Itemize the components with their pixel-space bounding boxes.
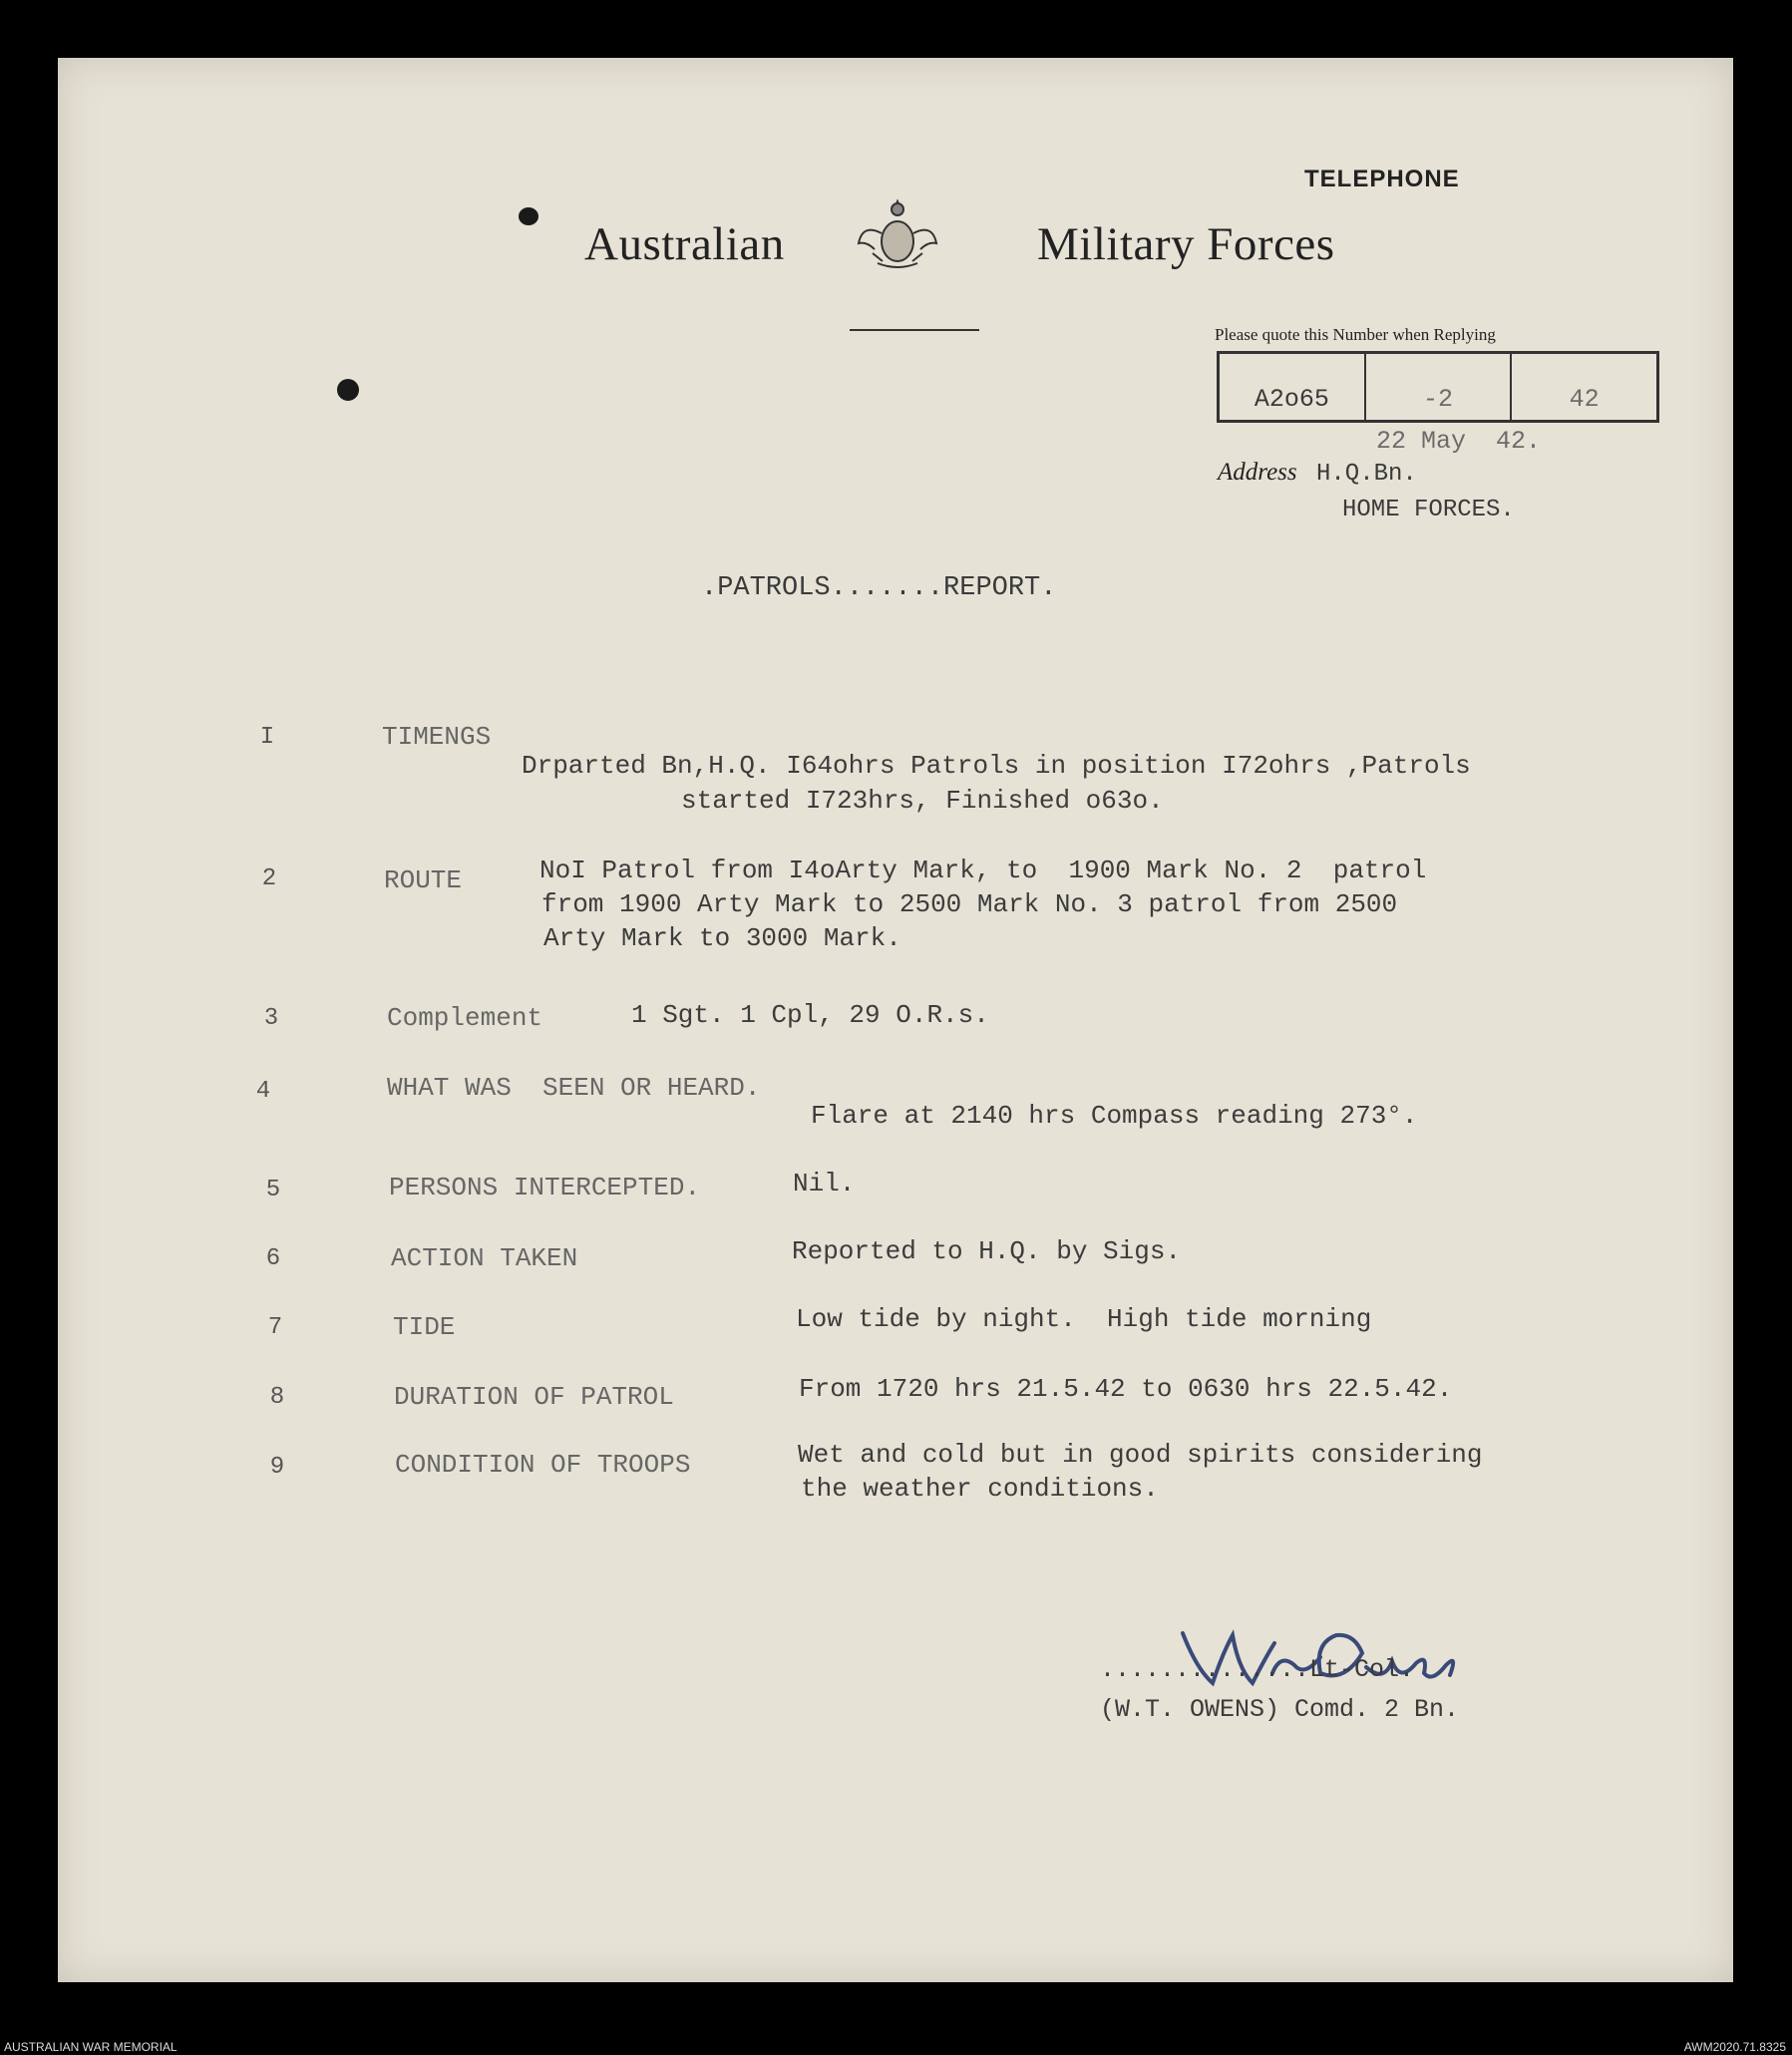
item-label: WHAT WAS SEEN OR HEARD. <box>387 1073 761 1103</box>
item-label: TIMENGS <box>382 722 492 752</box>
quote-note: Please quote this Number when Replying <box>1215 325 1496 344</box>
item-text-line: Low tide by night. High tide morning <box>796 1304 1372 1334</box>
report-title: .PATROLS.......REPORT. <box>701 573 1057 603</box>
footer-right: AWM2020.71.8325 <box>1683 2040 1786 2054</box>
reference-right: 42 <box>1569 385 1600 414</box>
item-number: 5 <box>265 1177 281 1203</box>
item-label: CONDITION OF TROOPS <box>395 1450 691 1480</box>
item-number: 2 <box>261 865 277 892</box>
letterhead-rule <box>850 329 979 331</box>
address-line2: HOME FORCES. <box>1342 497 1515 523</box>
letterhead-left-word: Australian <box>584 218 785 270</box>
item-number: 3 <box>263 1005 279 1032</box>
reference-cell-number <box>1220 354 1366 420</box>
reference-cell-mid <box>1366 354 1513 420</box>
item-label: ACTION TAKEN <box>391 1243 578 1273</box>
item-number: 6 <box>265 1245 281 1272</box>
item-text-line: Drparted Bn,H.Q. I64ohrs Patrols in position I72ohrs ,Patrols <box>522 751 1471 781</box>
item-text-line: Wet and cold but in good spirits considering <box>798 1440 1483 1470</box>
reference-mid: -2 <box>1423 385 1454 414</box>
item-number: 8 <box>269 1384 285 1411</box>
item-text-line: From 1720 hrs 21.5.42 to 0630 hrs 22.5.42. <box>799 1374 1453 1404</box>
item-label: Complement <box>387 1003 543 1033</box>
signature-line: ..............Lt-Col. <box>1100 1655 1415 1684</box>
footer-left: AUSTRALIAN WAR MEMORIAL <box>4 2040 178 2054</box>
item-text-line: started I723hrs, Finished o63o. <box>681 786 1164 816</box>
telephone-label: TELEPHONE <box>1304 166 1460 192</box>
item-text-line: Arty Mark to 3000 Mark. <box>543 923 901 953</box>
item-text-line: the weather conditions. <box>801 1474 1159 1504</box>
item-label: TIDE <box>393 1312 456 1342</box>
item-text-line: Flare at 2140 hrs Compass reading 273°. <box>811 1101 1418 1131</box>
item-text-line: from 1900 Arty Mark to 2500 Mark No. 3 patrol from 2500 <box>541 889 1398 919</box>
item-label: PERSONS INTERCEPTED. <box>389 1173 701 1202</box>
coat-of-arms-icon <box>853 193 942 273</box>
item-number: 7 <box>267 1314 283 1341</box>
document-page <box>58 58 1733 1982</box>
letterhead-right-word: Military Forces <box>1037 218 1335 270</box>
item-text-line: 1 Sgt. 1 Cpl, 29 O.R.s. <box>631 1000 989 1030</box>
reference-date: 22 May 42. <box>1376 427 1542 456</box>
item-label: ROUTE <box>384 865 463 895</box>
address-label: Address <box>1218 459 1297 486</box>
paper-hole <box>519 207 538 225</box>
item-number: 4 <box>255 1078 271 1105</box>
item-text-line: NoI Patrol from I4oArty Mark, to 1900 Mark No. 2 patrol <box>539 856 1427 885</box>
item-label: DURATION OF PATROL <box>394 1382 674 1412</box>
item-number: I <box>259 724 275 751</box>
item-text-line: Nil. <box>793 1169 856 1199</box>
item-number: 9 <box>269 1454 285 1481</box>
reference-number: A2o65 <box>1254 385 1329 414</box>
reference-cell-right <box>1512 354 1656 420</box>
reference-box <box>1217 351 1659 423</box>
item-text-line: Reported to H.Q. by Sigs. <box>792 1236 1182 1266</box>
paper-hole <box>337 379 359 401</box>
address-line1: H.Q.Bn. <box>1316 461 1417 488</box>
signature-name: (W.T. OWENS) Comd. 2 Bn. <box>1100 1695 1460 1724</box>
